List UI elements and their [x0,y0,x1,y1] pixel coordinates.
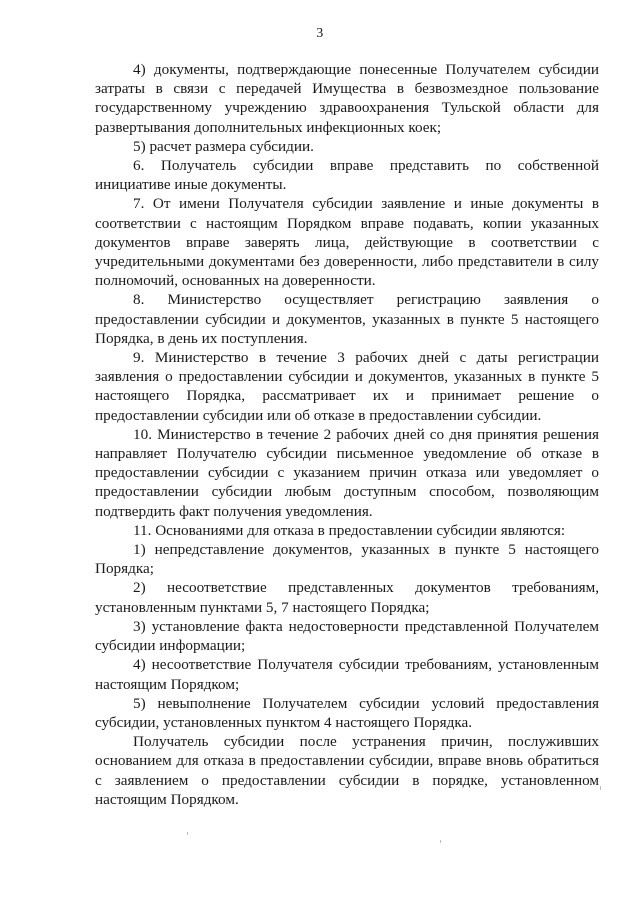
refusal-ground-4: 4) несоответствие Получателя субсидии требованиям, установленным настоящим Порядком; [95,656,599,693]
paragraph-11-refusal-grounds: 11. Основаниями для отказа в предоставлении субсидии являются: [133,521,566,539]
page-number: 3 [316,26,324,41]
scan-artifact [187,832,188,835]
paragraph-7-authorized-persons: 7. От имени Получателя субсидии заявление и иные документы в соответствии с настоящим Порядком вправе подавать, копии указанных документов вправе заверять лица, действующие в соответствии с учредительными документами без доверенности, либо представители в силу полномочий, основанных на доверенности. [95,195,599,290]
refusal-ground-5: 5) невыполнение Получателем субсидии условий предоставления субсидии, установленных пунктом 4 настоящего Порядка. [95,694,599,731]
scan-artifact [600,786,601,790]
scan-artifact [440,840,441,843]
document-body [95,60,599,809]
paragraph-9-review: 9. Министерство в течение 3 рабочих дней с даты регистрации заявления о предоставлении субсидии и документов, указанных в пункте 5 настоящего Порядка, рассматривает их и принимает решение о предоставлении субсидии или об отказе в предоставлении субсидии. [95,349,599,424]
paragraph-8-registration: 8. Министерство осуществляет регистрацию заявления о предоставлении субсидии и документов, указанных в пункте 5 настоящего Порядка, в день их поступления. [95,291,599,347]
paragraph-10-notification: 10. Министерство в течение 2 рабочих дней со дня принятия решения направляет Получателю субсидии письменное уведомление об отказе в предоставлении субсидии с указанием причин отказа или уведомляет о предоставлении субсидии любым доступным способом, позволяющим подтвердить факт получения уведомления. [95,425,599,520]
paragraph-item-5-calculation: 5) расчет размера субсидии. [133,137,314,155]
refusal-ground-3: 3) установление факта недостоверности представленной Получателем субсидии информации; [95,617,599,655]
paragraph-reapplication: Получатель субсидии после устранения причин, послуживших основанием для отказа в предоставлении субсидии, вправе вновь обратиться с заявлением о предоставлении субсидии в порядке, установленном настоящим Порядком. [95,733,599,808]
refusal-ground-2: 2) несоответствие представленных документов требованиям, установленным пунктами 5, 7 настоящего Порядка; [95,579,599,616]
refusal-ground-1: 1) непредставление документов, указанных в пункте 5 настоящего Порядка; [95,541,599,578]
paragraph-6-other-documents: 6. Получатель субсидии вправе представить по собственной инициативе иные документы. [95,157,599,194]
paragraph-item-4-documents: 4) документы, подтверждающие понесенные Получателем субсидии затраты в связи с передачей Имущества в безвозмездное пользование государственному учреждению здравоохранения Тульской области для развертывания дополнительных инфекционных коек; [95,61,599,136]
